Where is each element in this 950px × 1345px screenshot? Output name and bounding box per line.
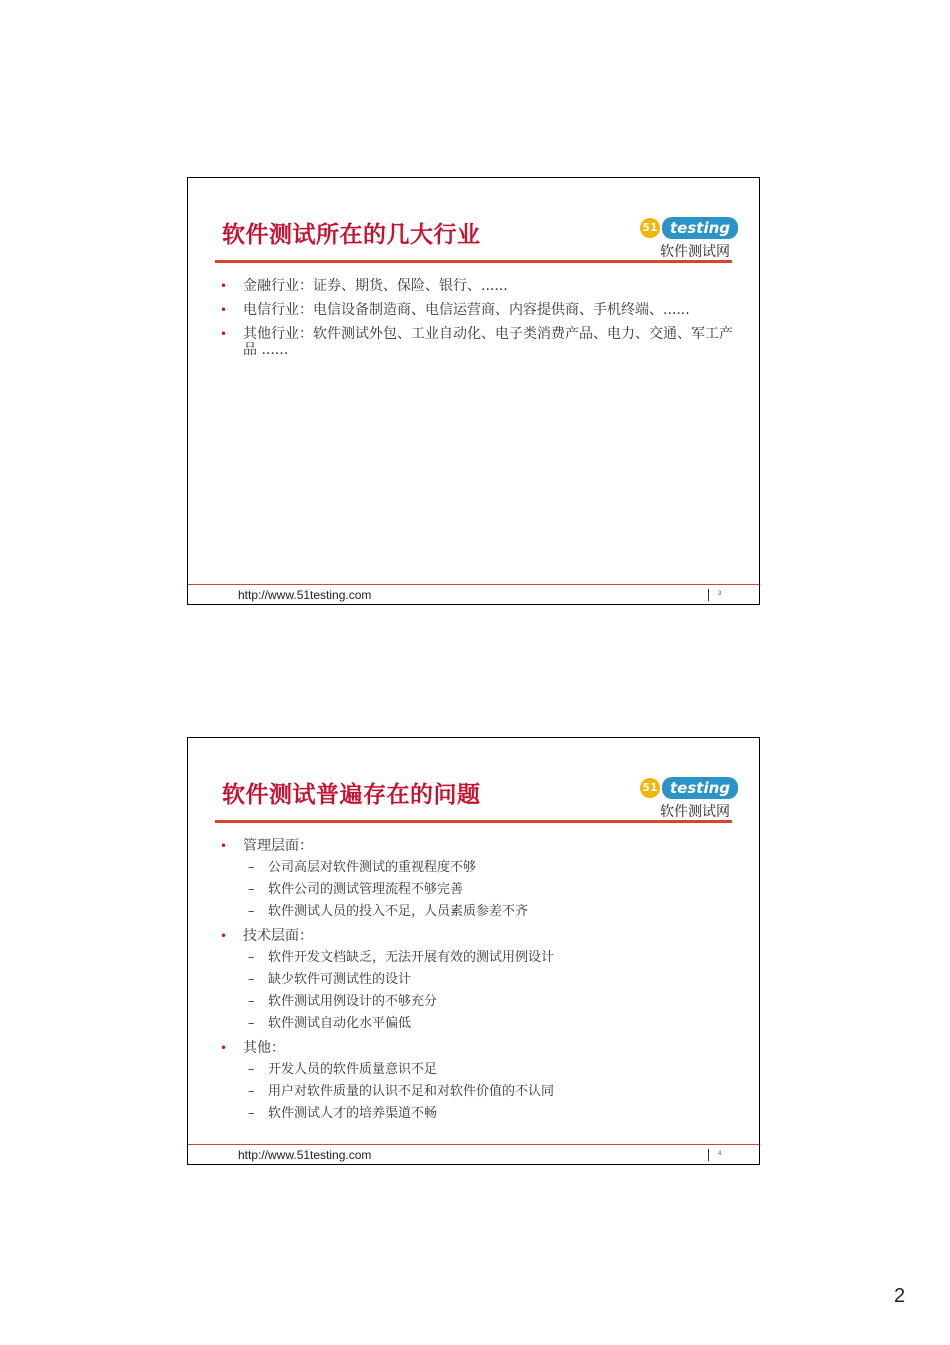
- slide-title: 软件测试所在的几大行业: [222, 221, 481, 248]
- bullet-text: 管理层面：: [243, 838, 313, 854]
- 51testing-logo: [640, 212, 742, 260]
- sub-list: [243, 1062, 733, 1122]
- bullet-item: [218, 1040, 733, 1122]
- bullet-text: 技术层面：: [243, 928, 313, 944]
- bullet-item: • 其他行业：软件测试外包、工业自动化、电子类消费产品、电力、交通、军工产品 ......: [218, 326, 733, 358]
- bullet-list: [218, 270, 733, 358]
- page-number: 2: [894, 1285, 906, 1307]
- logo-subtitle: 软件测试网: [660, 244, 730, 260]
- sub-item: – 用户对软件质量的认识不足和对软件价值的不认同: [243, 1084, 733, 1100]
- footer-divider: [188, 1144, 759, 1145]
- bullet-item: [218, 838, 733, 920]
- logo-wordmark: testing: [662, 777, 738, 799]
- title-divider: [215, 820, 732, 823]
- title-divider: [215, 260, 732, 263]
- slide-title: 软件测试普遍存在的问题: [222, 781, 481, 808]
- bullet-item: • 金融行业：证券、期货、保险、银行、......: [218, 278, 733, 294]
- footer-separator: [708, 1149, 709, 1161]
- bullet-item: • 电信行业：电信设备制造商、电信运营商、内容提供商、手机终端、......: [218, 302, 733, 318]
- slide-number: 3: [718, 591, 722, 597]
- slide-number: 4: [718, 1151, 722, 1157]
- sub-item: – 缺少软件可测试性的设计: [243, 972, 733, 988]
- sub-item: – 软件测试人才的培养渠道不畅: [243, 1106, 733, 1122]
- bullet-text: 其他：: [243, 1040, 285, 1056]
- footer-separator: [708, 589, 709, 601]
- 51testing-logo: [640, 772, 742, 820]
- logo-subtitle: 软件测试网: [660, 804, 730, 820]
- bullet-item: [218, 928, 733, 1032]
- footer-url: http://www.51testing.com: [238, 588, 372, 602]
- sub-item: – 开发人员的软件质量意识不足: [243, 1062, 733, 1078]
- sub-item: – 软件开发文档缺乏，无法开展有效的测试用例设计: [243, 950, 733, 966]
- sub-item: – 公司高层对软件测试的重视程度不够: [243, 860, 733, 876]
- bullet-list: [218, 830, 733, 1122]
- slide-3: [187, 177, 760, 605]
- sub-item: – 软件测试自动化水平偏低: [243, 1016, 733, 1032]
- sub-item: – 软件公司的测试管理流程不够完善: [243, 882, 733, 898]
- footer-url: http://www.51testing.com: [238, 1148, 372, 1162]
- sub-list: [243, 860, 733, 920]
- footer-divider: [188, 584, 759, 585]
- sub-list: [243, 950, 733, 1032]
- sub-item: – 软件测试人员的投入不足，人员素质参差不齐: [243, 904, 733, 920]
- sub-item: – 软件测试用例设计的不够充分: [243, 994, 733, 1010]
- logo-wordmark: testing: [662, 217, 738, 239]
- slide-4: [187, 737, 760, 1165]
- logo-badge: 51: [640, 218, 660, 238]
- logo-badge: 51: [640, 778, 660, 798]
